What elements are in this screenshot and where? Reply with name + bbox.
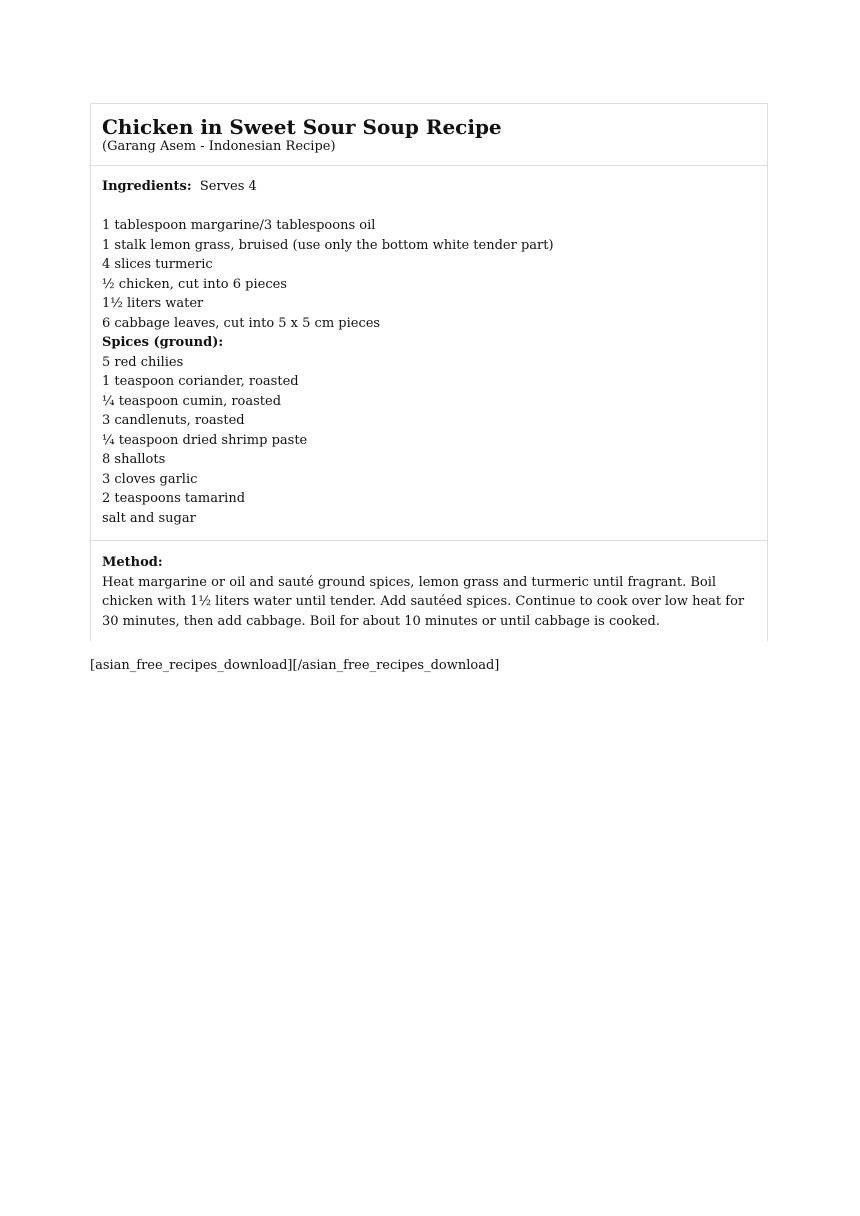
ingredient-item: ½ chicken, cut into 6 pieces — [102, 276, 287, 292]
recipe-header — [91, 104, 767, 166]
ingredient-item: 1 tablespoon margarine/3 tablespoons oil — [102, 218, 376, 233]
ingredient-item: 6 cabbage leaves, cut into 5 x 5 cm pieces — [102, 315, 381, 331]
method-section — [91, 541, 767, 641]
recipe-card — [90, 103, 768, 641]
ingredients-heading — [102, 177, 756, 197]
ingredients-section — [91, 166, 767, 541]
spice-item: 2 teaspoons tamarind — [102, 491, 246, 506]
method-text: Heat margarine or oil and sauté ground spices, lemon grass and turmeric until fragrant. Boil chicken with 1½ liters water until tender. Add sautéed spices. Continue to cook over low heat for 30 minutes, then add cabbage. Boil for about 10 minutes or until cabbage is cooked. — [102, 574, 745, 629]
method-heading: Method: — [102, 555, 163, 570]
ingredient-item: 1½ liters water — [102, 296, 204, 311]
spice-item: 3 candlenuts, roasted — [102, 413, 245, 428]
spices-heading: Spices (ground): — [102, 335, 224, 350]
spacer — [102, 197, 756, 217]
download-shortcode: [asian_free_recipes_download][/asian_free_recipes_download] — [90, 658, 500, 673]
spice-item: salt and sugar — [102, 510, 196, 526]
serves-text: Serves 4 — [199, 179, 257, 194]
spice-item: 8 shallots — [102, 452, 166, 467]
spice-item: 3 cloves garlic — [102, 471, 198, 487]
recipe-subtitle: (Garang Asem - Indonesian Recipe) — [102, 139, 336, 154]
spice-item: ¼ teaspoon dried shrimp paste — [102, 432, 308, 448]
ingredient-item: 4 slices turmeric — [102, 257, 213, 272]
spice-item: 5 red chilies — [102, 354, 184, 370]
ingredients-label: Ingredients: — [102, 179, 192, 194]
spice-item: 1 teaspoon coriander, roasted — [102, 374, 299, 389]
recipe-title: Chicken in Sweet Sour Soup Recipe — [102, 115, 502, 139]
spice-item: ¼ teaspoon cumin, roasted — [102, 393, 282, 409]
ingredient-item: 1 stalk lemon grass, bruised (use only the bottom white tender part) — [102, 237, 554, 253]
